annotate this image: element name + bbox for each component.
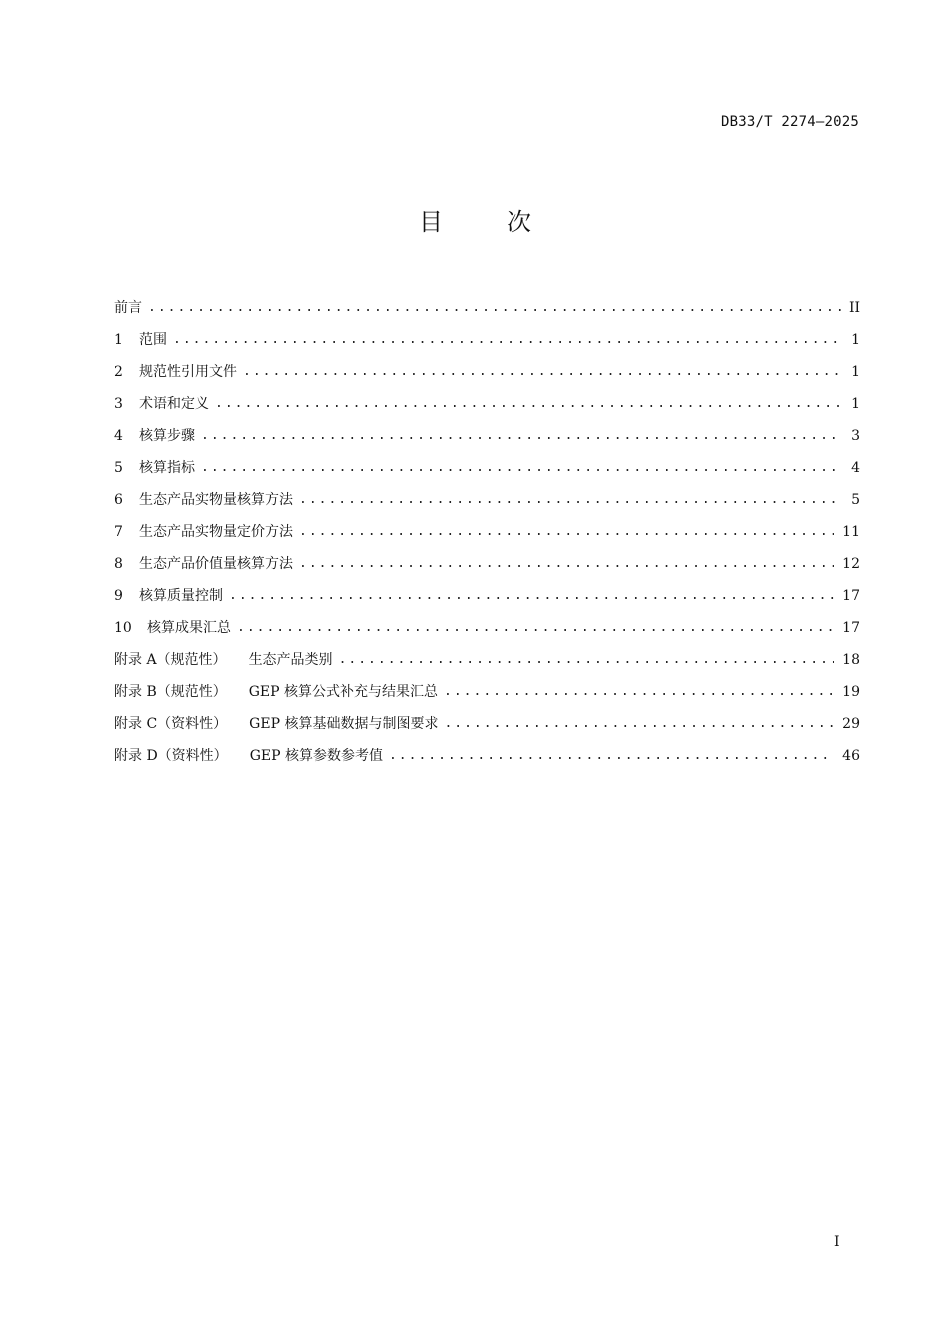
toc-entry-appendix-a[interactable] <box>114 639 860 671</box>
toc-entry-title: GEP 核算参数参考值 <box>249 748 383 764</box>
toc-entry-label: 规范性引用文件 <box>139 364 237 380</box>
toc-entry-number: 9 <box>114 588 123 604</box>
toc-entry-label: 范围 <box>139 332 167 348</box>
toc-entry-label: 核算质量控制 <box>139 588 223 604</box>
page-number: I <box>834 1234 840 1250</box>
toc-leader-dots <box>444 713 834 735</box>
toc-entry-label: 生态产品实物量定价方法 <box>139 524 293 540</box>
page-title-char-1: 目 <box>419 208 443 236</box>
toc-entry-7[interactable] <box>114 511 860 543</box>
document-code: DB33/T 2274—2025 <box>720 114 859 130</box>
toc-entry-number: 7 <box>114 524 123 540</box>
toc-entry-label: 核算步骤 <box>139 428 195 444</box>
toc-entry-page: II <box>848 300 860 316</box>
toc-entry-label: 生态产品实物量核算方法 <box>139 492 293 508</box>
toc-leader-dots <box>201 425 842 447</box>
toc-entry-1[interactable] <box>114 319 860 351</box>
toc-entry-label: 术语和定义 <box>139 396 209 412</box>
toc-entry-label: 核算成果汇总 <box>147 620 231 636</box>
toc-entry-5[interactable] <box>114 447 860 479</box>
toc-entry-label: 核算指标 <box>139 460 195 476</box>
toc-entry-number: 6 <box>114 492 123 508</box>
toc-leader-dots <box>299 489 842 511</box>
toc-entry-2[interactable] <box>114 351 860 383</box>
toc-entry-label: 前言 <box>114 300 142 316</box>
toc-entry-page: 1 <box>851 332 860 348</box>
page-title <box>0 202 950 237</box>
toc-leader-dots <box>229 585 834 607</box>
toc-leader-dots <box>299 553 834 575</box>
toc-entry-number: 10 <box>114 620 132 636</box>
toc-leader-dots <box>201 457 842 479</box>
toc-entry-page: 5 <box>851 492 860 508</box>
toc-entry-label: 附录 C（资料性） <box>114 716 228 732</box>
toc-entry-page: 17 <box>842 620 860 636</box>
toc-entry-10[interactable] <box>114 607 860 639</box>
toc-leader-dots <box>339 649 835 671</box>
toc-entry-number: 1 <box>114 332 123 348</box>
toc-entry-number: 4 <box>114 428 123 444</box>
toc-entry-page: 19 <box>842 684 860 700</box>
toc-entry-page: 11 <box>842 524 860 540</box>
toc-entry-appendix-b[interactable] <box>114 671 860 703</box>
toc-entry-4[interactable] <box>114 415 860 447</box>
toc-entry-page: 12 <box>842 556 860 572</box>
toc-entry-title: GEP 核算基础数据与制图要求 <box>249 716 439 732</box>
toc-entry-page: 1 <box>851 396 860 412</box>
toc-entry-page: 17 <box>842 588 860 604</box>
toc-entry-foreword[interactable] <box>114 287 860 319</box>
toc-entry-page: 29 <box>842 716 860 732</box>
toc-entry-appendix-d[interactable] <box>114 735 860 767</box>
toc-entry-number: 2 <box>114 364 123 380</box>
toc-entry-title: 生态产品类别 <box>248 652 333 668</box>
toc-entry-label: 附录 A（规范性） <box>114 652 227 668</box>
toc-entry-8[interactable] <box>114 543 860 575</box>
toc-entry-number: 8 <box>114 556 123 572</box>
page-title-char-2: 次 <box>507 208 531 236</box>
toc-entry-page: 18 <box>842 652 860 668</box>
toc-leader-dots <box>444 681 834 703</box>
toc-entry-9[interactable] <box>114 575 860 607</box>
toc-entry-label: 生态产品价值量核算方法 <box>139 556 293 572</box>
toc-entry-page: 1 <box>851 364 860 380</box>
toc-entry-number: 5 <box>114 460 123 476</box>
toc-entry-6[interactable] <box>114 479 860 511</box>
toc-entry-3[interactable] <box>114 383 860 415</box>
toc-entry-appendix-c[interactable] <box>114 703 860 735</box>
toc-entry-page: 4 <box>851 460 860 476</box>
toc-leader-dots <box>148 297 841 319</box>
toc-entry-page: 3 <box>851 428 860 444</box>
toc-entry-page: 46 <box>842 748 860 764</box>
toc-entry-label: 附录 B（规范性） <box>114 684 227 700</box>
toc-entry-label: 附录 D（资料性） <box>114 748 228 764</box>
toc-leader-dots <box>243 361 842 383</box>
toc-leader-dots <box>237 617 834 639</box>
toc-leader-dots <box>173 329 842 351</box>
toc-entry-title: GEP 核算公式补充与结果汇总 <box>248 684 439 700</box>
toc-entry-number: 3 <box>114 396 123 412</box>
table-of-contents <box>114 287 860 767</box>
toc-leader-dots <box>299 521 834 543</box>
toc-leader-dots <box>389 745 834 767</box>
toc-leader-dots <box>215 393 842 415</box>
